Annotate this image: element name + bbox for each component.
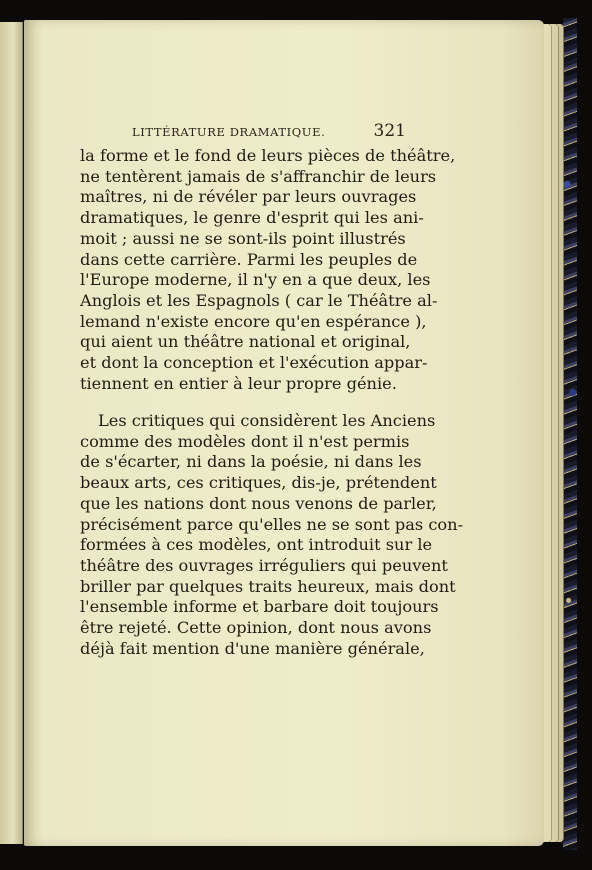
text-line: précisément parce qu'elles ne se sont pas con-	[80, 514, 464, 534]
text-line: de s'écarter, ni dans la poésie, ni dans les	[80, 452, 422, 472]
text-line: briller par quelques traits heureux, mais dont	[80, 576, 456, 596]
text-line: que les nations dont nous venons de parler,	[80, 493, 437, 513]
running-head: LITTÉRATURE DRAMATIQUE.	[132, 125, 326, 139]
text-line: moit ; aussi ne se sont-ils point illustrés	[80, 228, 406, 248]
text-line: dramatiques, le genre d'esprit qui les ani-	[80, 208, 424, 228]
text-line: tiennent en entier à leur propre génie.	[80, 373, 397, 393]
page-number: 321	[373, 121, 406, 141]
page-header	[132, 121, 406, 141]
text-line: Anglois et les Espagnols ( car le Théâtre al-	[80, 290, 438, 310]
text-line: formées à ces modèles, ont introduit sur le	[80, 535, 433, 555]
text-line: ne tentèrent jamais de s'affranchir de leurs	[80, 166, 437, 186]
text-line: la forme et le fond de leurs pièces de théâtre,	[80, 146, 456, 165]
marbled-cover-edge	[563, 18, 577, 850]
left-page-edge	[0, 22, 23, 844]
text-line: théâtre des ouvrages irréguliers qui peuvent	[80, 555, 448, 575]
text-line: et dont la conception et l'exécution appar-	[80, 353, 428, 372]
text-line: maîtres, ni de révéler par leurs ouvrages	[80, 187, 417, 207]
text-line: beaux arts, ces critiques, dis-je, prétendent	[80, 473, 437, 493]
text-line: déjà fait mention d'une manière générale,	[80, 638, 425, 658]
text-line: l'ensemble informe et barbare doit toujours	[80, 597, 439, 617]
text-line: qui aient un théâtre national et original,	[80, 332, 411, 352]
text-line: lemand n'existe encore qu'en espérance ),	[80, 311, 427, 331]
page-stack-edge	[543, 24, 552, 842]
text-line: dans cette carrière. Parmi les peuples de	[80, 249, 418, 269]
text-line: être rejeté. Cette opinion, dont nous avons	[80, 618, 432, 637]
text-line: Les critiques qui considèrent les Anciens	[98, 411, 436, 430]
text-line: l'Europe moderne, il n'y en a que deux, les	[80, 270, 431, 290]
text-line: comme des modèles dont il n'est permis	[80, 431, 410, 451]
